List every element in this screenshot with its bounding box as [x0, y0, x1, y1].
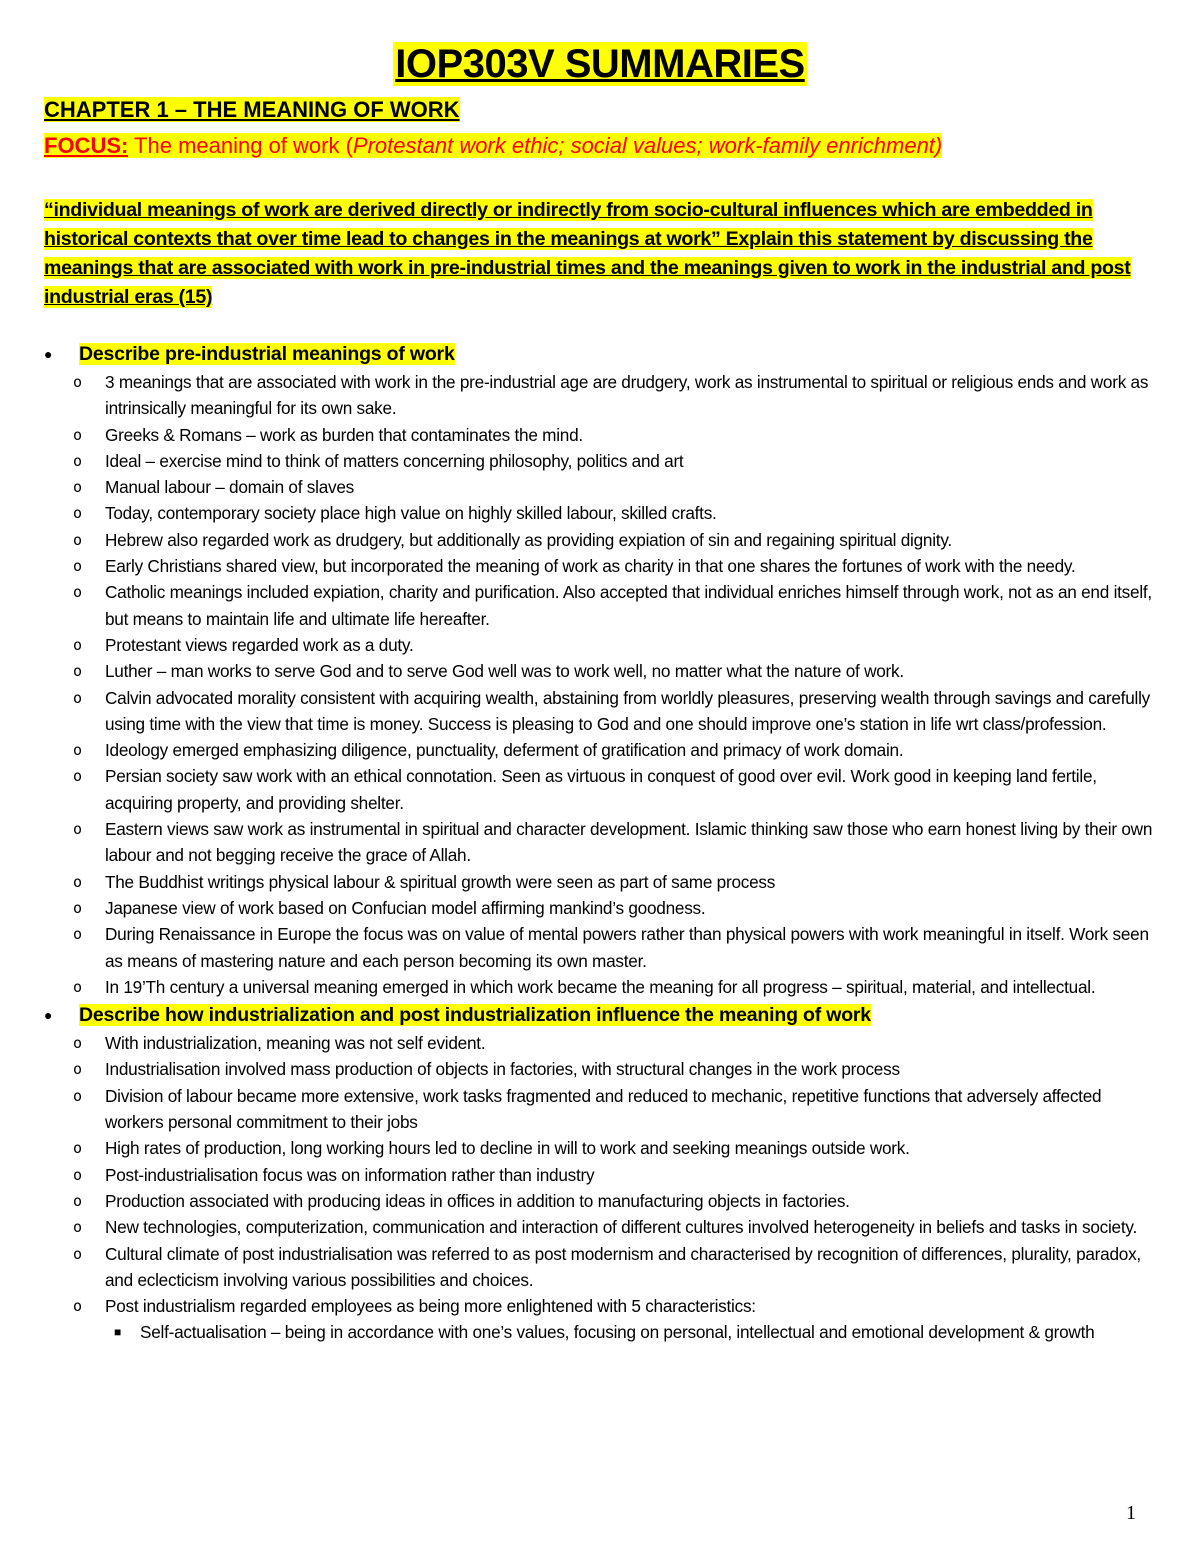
- bullet-icon: ●: [44, 1007, 53, 1024]
- list-item: [44, 921, 1154, 974]
- circle-bullet-icon: o: [73, 662, 82, 681]
- circle-bullet-icon: o: [73, 530, 82, 549]
- focus-label: FOCUS:: [44, 133, 129, 158]
- document-title-text: IOP303V SUMMARIES: [395, 42, 805, 86]
- list-item-text: The Buddhist writings physical labour & spiritual growth were seen as part of same process: [105, 871, 776, 892]
- list-item: [44, 737, 1154, 763]
- list-item: [44, 869, 1154, 895]
- section-heading-text: Describe pre-industrial meanings of work: [79, 343, 455, 365]
- section-heading-pre-industrial: [44, 339, 1154, 369]
- list-item: [44, 448, 1154, 474]
- list-item: [44, 632, 1154, 658]
- circle-bullet-icon: o: [73, 872, 82, 891]
- document-title: [0, 38, 1200, 90]
- list-item-text: Manual labour – domain of slaves: [105, 477, 355, 498]
- list-item-text: Production associated with producing ideas in offices in addition to manufacturing objects in factories.: [105, 1190, 850, 1211]
- list-item-text: With industrialization, meaning was not self evident.: [105, 1033, 486, 1054]
- list-item: [44, 1241, 1154, 1294]
- list-item-text: Today, contemporary society place high value on highly skilled labour, skilled crafts.: [105, 503, 717, 524]
- focus-italic: Protestant work ethic; social values; work-family enrichment): [352, 133, 943, 158]
- list-item: [44, 816, 1154, 869]
- list-item: [44, 527, 1154, 553]
- circle-bullet-icon: o: [73, 1165, 82, 1184]
- list-item: [44, 658, 1154, 684]
- circle-bullet-icon: o: [73, 373, 82, 391]
- list-item-text: Japanese view of work based on Confucian model affirming mankind’s goodness.: [105, 897, 706, 918]
- list-item: [44, 1135, 1154, 1161]
- list-item-text: Ideal – exercise mind to think of matters concerning philosophy, politics and art: [105, 450, 684, 471]
- circle-bullet-icon: o: [73, 1244, 82, 1263]
- list-item: [44, 1030, 1154, 1056]
- circle-bullet-icon: o: [73, 478, 82, 497]
- focus-line: [44, 130, 944, 162]
- circle-bullet-icon: o: [73, 635, 82, 654]
- circle-bullet-icon: o: [73, 557, 82, 576]
- bullet-icon: ●: [44, 346, 53, 362]
- essay-question: [44, 196, 1154, 312]
- list-item-text: Post industrialism regarded employees as being more enlightened with 5 characteristics:: [105, 1296, 756, 1317]
- list-item-text: Cultural climate of post industrialisation was referred to as post modernism and characterised by recognition of differences, plurality, paradox, and eclecticism involving various possibilities and choices.: [105, 1243, 1141, 1290]
- list-item-text: 3 meanings that are associated with work in the pre-industrial age are drudgery, work as instrumental to spiritual or religious ends and work as intrinsically meaningful for its own sake.: [105, 372, 1149, 419]
- circle-bullet-icon: o: [73, 1218, 82, 1237]
- circle-bullet-icon: o: [73, 977, 82, 996]
- list-item: [44, 422, 1154, 448]
- list-item: [44, 1188, 1154, 1214]
- chapter-heading-text: CHAPTER 1 – THE MEANING OF WORK: [44, 97, 460, 122]
- list-item: [44, 974, 1154, 1000]
- list-item-text: In 19’Th century a universal meaning emerged in which work became the meaning for all progress – spiritual, material, and intellectual.: [105, 976, 1096, 997]
- circle-bullet-icon: o: [73, 425, 82, 444]
- list-item: [44, 369, 1154, 422]
- list-item: [44, 500, 1154, 526]
- list-item: [44, 763, 1154, 816]
- list-item: [44, 895, 1154, 921]
- list-item-text: Eastern views saw work as instrumental in spiritual and character development. Islamic thinking saw those who earn honest living by their own labour and not begging receive the grace of Allah.: [105, 819, 1153, 866]
- essay-question-text: “individual meanings of work are derived directly or indirectly from socio-cultural influences which are embedded in historical contexts that over time lead to changes in the meanings at work” Explain this statement by discussing the meanings that are associated with work in pre-industrial times and the meanings given to work in the industrial and post industrial eras (15): [44, 199, 1131, 308]
- list-item: [44, 1162, 1154, 1188]
- sub-list-item-text: Self-actualisation – being in accordance with one’s values, focusing on personal, intellectual and emotional development & growth: [140, 1322, 1095, 1343]
- list-item-text: Calvin advocated morality consistent with acquiring wealth, abstaining from worldly pleasures, preserving wealth through savings and carefully using time with the view that time is money. Success is pleasing to God and one should improve one’s station in life wrt class/profession.: [105, 687, 1150, 734]
- list-item-text: New technologies, computerization, communication and interaction of different cultures involved heterogeneity in beliefs and tasks in society.: [105, 1217, 1137, 1238]
- list-item: [44, 579, 1154, 632]
- section-heading-text: Describe how industrialization and post industrialization influence the meaning of work: [79, 1004, 871, 1027]
- circle-bullet-icon: o: [73, 583, 82, 602]
- section-list: [44, 339, 1154, 1346]
- list-item-text: Industrialisation involved mass production of objects in factories, with structural changes in the work process: [105, 1059, 900, 1080]
- list-item-text: Greeks & Romans – work as burden that contaminates the mind.: [105, 424, 583, 445]
- section-heading-industrialization: [44, 1000, 1154, 1030]
- list-item: [44, 685, 1154, 738]
- circle-bullet-icon: o: [73, 741, 82, 760]
- list-item-text: Persian society saw work with an ethical connotation. Seen as virtuous in conquest of good over evil. Work good in keeping land fertile, acquiring property, and providing shelter.: [105, 766, 1097, 813]
- chapter-heading: [44, 96, 1154, 124]
- list-item-text: Catholic meanings included expiation, charity and purification. Also accepted that individual enriches himself through work, not as an end itself, but means to maintain life and ultimate life hereafter.: [105, 582, 1152, 629]
- list-item: [44, 1293, 1154, 1319]
- list-item-text: Post-industrialisation focus was on information rather than industry: [105, 1164, 595, 1185]
- focus-text: The meaning of work (: [128, 133, 353, 158]
- list-item: [44, 474, 1154, 500]
- circle-bullet-icon: o: [73, 688, 82, 707]
- list-item: [44, 1083, 1154, 1136]
- circle-bullet-icon: o: [73, 820, 82, 839]
- list-item-text: Ideology emerged emphasizing diligence, punctuality, deferment of gratification and primacy of work domain.: [105, 740, 904, 761]
- list-item: [44, 1214, 1154, 1240]
- list-item: [44, 553, 1154, 579]
- circle-bullet-icon: o: [73, 767, 82, 786]
- circle-bullet-icon: o: [73, 1297, 82, 1316]
- list-item-text: Protestant views regarded work as a duty.: [105, 634, 414, 655]
- circle-bullet-icon: o: [73, 898, 82, 917]
- list-item-text: High rates of production, long working hours led to decline in will to work and seeking meanings outside work.: [105, 1138, 910, 1159]
- list-item: [44, 1056, 1154, 1082]
- circle-bullet-icon: o: [73, 1060, 82, 1079]
- circle-bullet-icon: o: [73, 504, 82, 523]
- circle-bullet-icon: o: [73, 925, 82, 944]
- list-item-text: Early Christians shared view, but incorporated the meaning of work as charity in that one shares the fortunes of work with the needy.: [105, 556, 1076, 577]
- circle-bullet-icon: o: [73, 1191, 82, 1210]
- list-item-text: Division of labour became more extensive, work tasks fragmented and reduced to mechanic, repetitive functions that adversely affected workers personal commitment to their jobs: [105, 1085, 1102, 1133]
- circle-bullet-icon: o: [73, 1034, 82, 1053]
- page-number: 1: [1126, 1502, 1136, 1524]
- circle-bullet-icon: o: [73, 1086, 82, 1105]
- list-item-text: During Renaissance in Europe the focus was on value of mental powers rather than physical powers with work meaningful in itself. Work seen as means of mastering nature and each person becoming its own master.: [105, 924, 1149, 971]
- square-bullet-icon: ■: [114, 1325, 121, 1340]
- circle-bullet-icon: o: [73, 1139, 82, 1158]
- list-item-text: Luther – man works to serve God and to serve God well was to work well, no matter what the nature of work.: [105, 661, 904, 682]
- circle-bullet-icon: o: [73, 451, 82, 470]
- sub-list-item: [44, 1319, 1154, 1345]
- list-item-text: Hebrew also regarded work as drudgery, but additionally as providing expiation of sin and regaining spiritual dignity.: [105, 529, 952, 550]
